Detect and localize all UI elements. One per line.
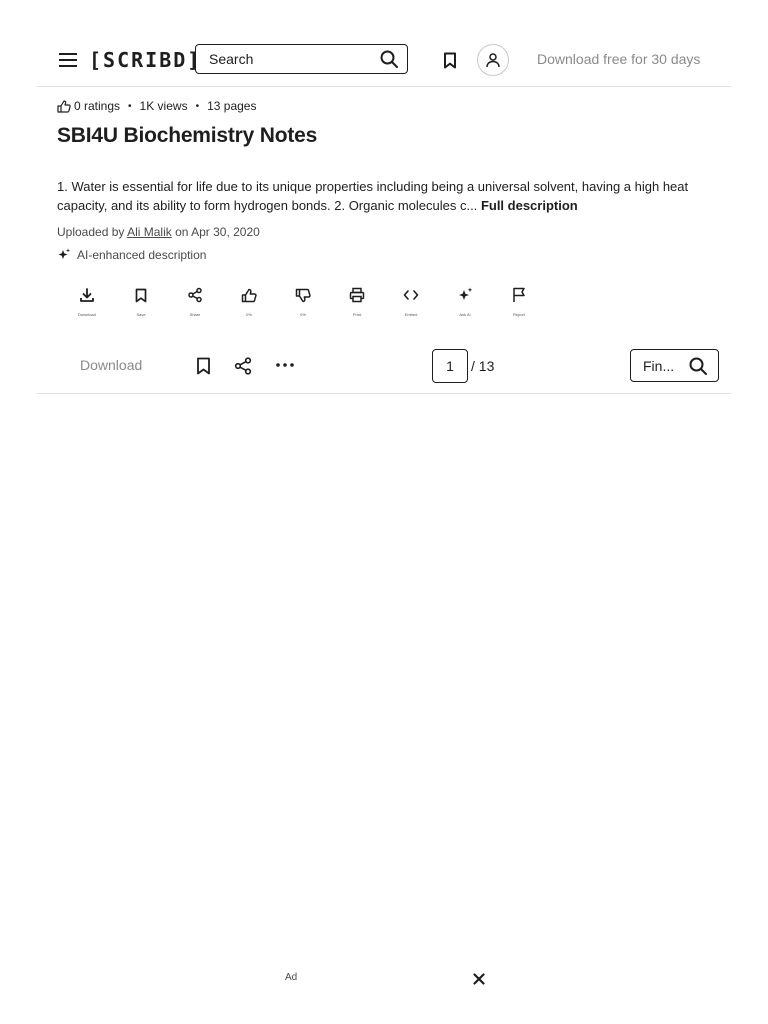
toolbar-download-button[interactable]: Download — [80, 357, 143, 373]
separator-dot: • — [128, 100, 132, 112]
ratings-count: 0 ratings — [74, 99, 121, 113]
bookmark-icon[interactable] — [441, 50, 459, 70]
action-label: Embed — [404, 312, 418, 317]
action-label: Share — [189, 312, 201, 317]
user-avatar-icon[interactable] — [477, 44, 509, 76]
pages-count: 13 pages — [207, 99, 257, 113]
action-share[interactable] — [168, 286, 222, 320]
search-box — [195, 44, 408, 74]
full-description-link[interactable]: Full description — [480, 198, 578, 213]
action-embed[interactable] — [384, 286, 438, 320]
download-free-trial-link[interactable]: Download free for 30 days — [537, 51, 701, 67]
download-icon — [79, 286, 95, 304]
action-label: Print — [352, 312, 362, 317]
document-title: SBI4U Biochemistry Notes — [57, 124, 318, 147]
thumbs-up-icon — [57, 100, 71, 113]
action-download[interactable] — [60, 286, 114, 320]
document-stats — [57, 99, 256, 113]
page-number-input[interactable] — [432, 349, 468, 383]
uploader-link[interactable]: Ali Malik — [127, 225, 172, 239]
close-icon[interactable] — [472, 972, 486, 986]
bookmark-icon[interactable] — [194, 356, 212, 376]
embed-icon — [403, 286, 419, 304]
action-print[interactable] — [330, 286, 384, 320]
find-box — [630, 349, 719, 382]
print-icon — [349, 286, 365, 304]
page-total: / 13 — [471, 358, 495, 374]
ad-label: Ad — [285, 972, 298, 983]
document-description — [57, 177, 717, 215]
scribd-logo[interactable]: [SCRIBD] — [89, 48, 202, 72]
flag-icon — [512, 286, 526, 304]
action-label: 0% — [300, 312, 306, 317]
sparkle-icon — [457, 286, 473, 304]
action-label: Report — [512, 312, 525, 317]
action-label: Download — [78, 312, 96, 317]
action-dislike[interactable] — [276, 286, 330, 320]
more-options-icon[interactable] — [274, 358, 296, 372]
action-label: Ask AI — [459, 312, 471, 317]
separator-dot: • — [195, 100, 200, 112]
sparkle-icon — [57, 248, 77, 262]
uploaded-by-label: Uploaded by — [57, 225, 125, 239]
action-report[interactable] — [492, 286, 546, 320]
ai-description-toggle[interactable] — [57, 248, 206, 262]
action-like[interactable] — [222, 286, 276, 320]
action-row — [60, 286, 546, 320]
views-count: 1K views — [139, 99, 188, 113]
search-input[interactable] — [196, 50, 371, 68]
action-save[interactable] — [114, 286, 168, 320]
share-icon — [187, 286, 203, 304]
search-icon[interactable] — [689, 357, 707, 375]
description-text: 1. Water is essential for life due to its unique properties including being a universal solvent, having a high heat capacity, and its ability to form hydrogen bonds. 2. Organic molecules c... — [57, 179, 689, 213]
share-icon[interactable] — [233, 356, 253, 376]
action-ask-ai[interactable] — [438, 286, 492, 320]
toolbar-divider — [37, 393, 732, 394]
menu-icon[interactable] — [58, 51, 78, 69]
find-input[interactable] — [631, 357, 689, 375]
bookmark-icon — [135, 286, 147, 304]
thumbs-down-icon — [295, 286, 311, 304]
search-icon[interactable] — [371, 45, 407, 73]
ai-description-label: AI-enhanced description — [77, 248, 207, 262]
action-label: Save — [136, 312, 146, 317]
action-label: 0% — [246, 312, 252, 317]
upload-date: on Apr 30, 2020 — [175, 225, 260, 239]
thumbs-up-icon — [241, 286, 257, 304]
header-divider — [37, 86, 732, 87]
upload-info — [57, 225, 260, 239]
